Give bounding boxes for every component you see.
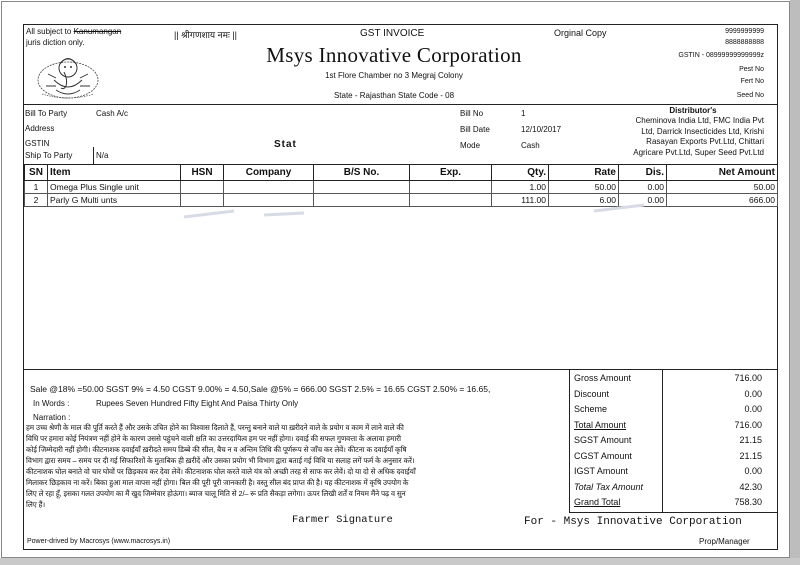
totals-value: 21.15 — [739, 450, 762, 461]
cell-rate: 50.00 — [549, 181, 619, 194]
terms-line: हम उच्च श्रेणी के माल की पूर्ति करते हैं और उसके उचित होने का विश्वास दिलाते हैं, परन्तु बनाने वाले या ख़रीदने वाले के प्रयोग व काम में लाने वाले की — [26, 423, 404, 432]
totals-value: 42.30 — [739, 481, 762, 492]
powered-by-text: Power-drived by Macrosys (www.macrosys.in) — [27, 538, 171, 545]
mantra-text: || श्रीगणशाय नमः || — [174, 30, 237, 40]
party-state-value: Stat — [274, 139, 297, 150]
bill-no-label: Bill No — [460, 109, 484, 118]
totals-label: IGST Amount — [574, 466, 628, 476]
totals-row — [570, 465, 776, 480]
terms-line: कोई जिम्मेदारी नहीं होगी। कीटनाशक दवाईयाँ ख़रीदते समय डिब्बे की सील, बैच न व अन्तिम तिथि की पूर्णरूप से जाँच कर लेवें। कीटना क दवाईयाँ कृषि — [26, 445, 407, 454]
cell-sn: 2 — [25, 194, 48, 207]
distributor-line: Rasayan Exports Pvt.Ltd, Chittari — [646, 137, 764, 146]
cell-qty: 111.00 — [492, 194, 549, 207]
bill-to-label: Bill To Party — [25, 109, 68, 118]
mode-value: Cash — [521, 141, 540, 150]
cell-sn: 1 — [25, 181, 48, 194]
totals-bottom-divider — [569, 512, 777, 513]
col-net-amount-header: Net Amount — [667, 165, 778, 181]
tax-breakup-line: Sale @18% =50.00 SGST 9% = 4.50 CGST 9.00% = 4.50,Sale @5% = 666.00 SGST 2.5% = 16.65 CGST 2.50% = 16.65, — [30, 384, 491, 394]
totals-label: Grand Total — [574, 497, 621, 507]
col-item-header: Item — [48, 165, 181, 181]
phone-number-2: 8888888888 — [725, 39, 764, 46]
company-address: 1st Flore Chamber no 3 Megraj Colony — [325, 71, 463, 80]
ship-to-value: N/a — [96, 151, 109, 160]
subject-text: All subject to — [26, 27, 72, 36]
cell-hsn — [181, 181, 224, 194]
bill-no-value: 1 — [521, 109, 526, 118]
narration-label: Narration : — [33, 413, 71, 422]
company-state: State - Rajasthan State Code - 08 — [333, 91, 455, 100]
fert-no-label: Fert No — [740, 78, 764, 85]
cell-net-amount: 50.00 — [667, 181, 778, 194]
watermark-graphic — [174, 193, 654, 223]
subject-struck-city: Kanumangan — [73, 27, 122, 36]
terms-line: विधि पर हमारा कोई नियंत्रण नहीं होने के कारण उससे पहुंचने वाली क्षति का उत्तरदायित्व हम पर नहीं होगा। दवाई की सफल गुणवत्ता के अलावा हमारी — [26, 434, 401, 443]
distributor-line: Cheminova India Ltd, FMC India Pvt — [635, 116, 764, 125]
col-qty-header: Qty. — [492, 165, 549, 181]
seed-no-label: Seed No — [736, 92, 764, 99]
col-rate-header: Rate — [549, 165, 619, 181]
col-bs-no-header: B/S No. — [314, 165, 410, 181]
distributors-title: Distributor's — [669, 106, 717, 115]
totals-value: 716.00 — [734, 373, 762, 383]
cell-item: Parly G Multi unts — [48, 194, 181, 207]
totals-value: 0.00 — [744, 404, 762, 414]
totals-label: Total Tax Amount — [574, 481, 644, 492]
totals-label: Gross Amount — [574, 373, 632, 383]
totals-label: Discount — [574, 388, 610, 399]
mode-label: Mode — [460, 141, 481, 150]
totals-row — [570, 403, 776, 418]
distributors-list — [604, 116, 764, 158]
cell-exp — [410, 181, 492, 194]
doc-type-title: GST INVOICE — [360, 28, 425, 39]
header-divider — [24, 104, 777, 105]
deity-logo-icon — [34, 50, 102, 100]
in-words-label: In Words : — [33, 399, 70, 408]
col-exp-header: Exp. — [410, 165, 492, 181]
totals-row — [570, 450, 776, 465]
farmer-signature-label: Farmer Signature — [292, 514, 393, 526]
cell-bs-no — [314, 181, 410, 194]
table-header-row — [25, 165, 778, 181]
address-label: Address — [25, 124, 55, 133]
cell-item: Omega Plus Single unit — [48, 181, 181, 194]
pest-no-label: Pest No — [739, 66, 764, 73]
col-sn-header: SN — [25, 165, 48, 181]
bill-to-value: Cash A/c — [96, 109, 129, 118]
cell-rate: 6.00 — [549, 194, 619, 207]
totals-value: 0.00 — [744, 466, 762, 476]
cell-dis: 0.00 — [619, 194, 667, 207]
subject-line — [26, 27, 121, 36]
terms-line: लिए हैं। — [26, 500, 46, 509]
distributor-line: Ltd, Darrick Insecticides Ltd, Krishi — [641, 126, 764, 136]
totals-row — [570, 481, 776, 496]
phone-number-1: 9999999999 — [725, 28, 764, 35]
company-name: Msys Innovative Corporation — [266, 43, 522, 67]
cell-net-amount: 666.00 — [667, 194, 778, 207]
totals-row — [570, 496, 776, 511]
table-bottom-divider — [24, 369, 777, 370]
window-shadow-right — [790, 0, 800, 565]
in-words-value: Rupees Seven Hundred Fifty Eight And Paisa Thirty Only — [96, 399, 299, 408]
col-company-header: Company — [224, 165, 314, 181]
totals-value: 21.15 — [739, 435, 762, 445]
terms-hindi-block — [26, 422, 561, 510]
distributor-line: Agricare Pvt.Ltd, Super Seed Pvt.Ltd — [633, 147, 764, 157]
cell-dis: 0.00 — [619, 181, 667, 194]
terms-line: विभाग द्वारा समय – समय पर दी गई सिफारिशों के मुताबिक ही ख़रीदें और उसका प्रयोग भी विभाग द्वारा बताई गई विधि या सलाह लगें फर्म के अनुसार करें। — [26, 456, 415, 465]
cell-company — [224, 181, 314, 194]
copy-type-label: Orginal Copy — [554, 28, 607, 38]
terms-line: लिए ले रहा हूँ, इसका गलत उपयोग का मैं खुद जिम्मेवार होऊंगा। ब्याज चालू मिति से 2/– रू प्रति सैकड़ा लगेगा। ऊपर लिखी शर्तें व नियम मैंने पढ़ व सुन — [26, 489, 406, 498]
ship-to-divider — [93, 147, 94, 164]
totals-row — [570, 419, 776, 434]
ship-to-label: Ship To Party — [25, 151, 73, 160]
totals-row — [570, 388, 776, 403]
totals-value: 758.30 — [734, 497, 762, 507]
col-dis-header: Dis. — [619, 165, 667, 181]
jurisdiction-text: juris diction only. — [26, 38, 85, 47]
col-hsn-header: HSN — [181, 165, 224, 181]
totals-label: SGST Amount — [574, 435, 632, 445]
bill-date-value: 12/10/2017 — [521, 125, 562, 134]
totals-value: 0.00 — [744, 388, 762, 399]
window-shadow-bottom — [0, 558, 800, 565]
totals-label: Total Amount — [574, 419, 627, 430]
totals-row — [570, 372, 776, 387]
terms-line: कीटनाशक घोल बनाते वो चार घोवों पर छिड़काव कर देवा लेवें। कीटनाशक घोल करते वाले यंत्र को अच्छी तरह से साफ कर लेवें। दो या दो से अधिक दवाईयाँ — [26, 467, 416, 476]
company-gstin: GSTIN - 08999999999999z — [678, 52, 764, 59]
totals-label: Scheme — [574, 404, 608, 414]
table-row — [25, 181, 778, 194]
prop-manager-label: Prop/Manager — [699, 537, 750, 546]
totals-label: CGST Amount — [574, 450, 632, 461]
terms-line: मिलाकर छिड़काव ना करें। बिका हुआ माल वापस नहीं होगा। बिल की पूरी पूरी जानकारी है। वस्तु सील बंद प्राप्त की है। यह कीटनाशक में कृषि उपयोग के — [26, 478, 409, 487]
totals-value: 716.00 — [734, 419, 762, 430]
cell-qty: 1.00 — [492, 181, 549, 194]
totals-row — [570, 434, 776, 449]
invoice-document — [23, 24, 778, 550]
bill-date-label: Bill Date — [460, 125, 490, 134]
for-company-label: For - Msys Innovative Corporation — [524, 516, 742, 528]
gstin-label: GSTIN — [25, 139, 50, 148]
